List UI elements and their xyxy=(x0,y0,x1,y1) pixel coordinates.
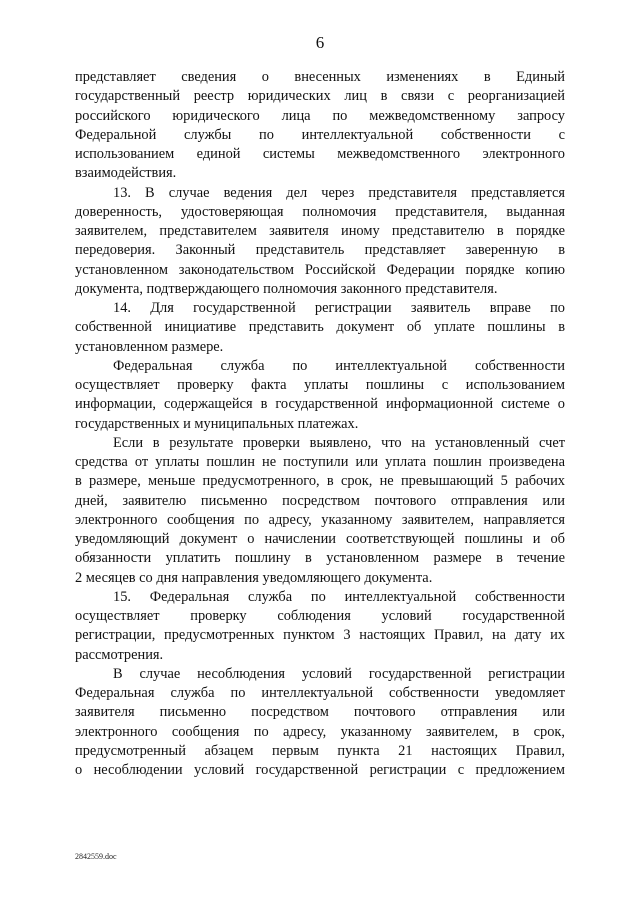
text-line: Если в результате проверки выявлено, что на установленный счет xyxy=(113,434,565,451)
text-line: передоверия. Законный представитель представляет заверенную в xyxy=(75,242,565,259)
text-line: в размере, меньше предусмотренного, в срок, не превышающий 5 рабочих xyxy=(75,473,565,490)
text-line: установленном размере. xyxy=(75,338,224,355)
text-line: обязанности уплатить пошлину в установленном размере в течение xyxy=(75,550,565,567)
text-line: Федеральная служба по интеллектуальной собственности уведомляет xyxy=(75,685,565,701)
text-line: уведомляющий документ о начислении соответствующей пошлины и об xyxy=(75,531,565,547)
text-line: рассмотрения. xyxy=(75,646,164,663)
text-line: Федеральной службы по интеллектуальной собственности с xyxy=(75,126,565,143)
page-number: 6 xyxy=(315,33,325,52)
text-line: взаимодействия. xyxy=(75,165,177,182)
text-line: установленном законодательством Российской Федерации порядке копию xyxy=(75,261,565,278)
text-line: использованием единой системы межведомственного электронного xyxy=(75,146,565,162)
text-line: электронного сообщения по адресу, указанному заявителем, в срок, xyxy=(75,723,565,740)
text-line: предусмотренный абзацем первым пункта 21 настоящих Правил, xyxy=(75,742,565,759)
text-line: осуществляет проверку соблюдения условий государственной xyxy=(75,608,565,624)
text-line: представляет сведения о внесенных изменениях в Единый xyxy=(75,69,565,85)
text-line: заявителем, представителем заявителя иному представителю в порядке xyxy=(75,223,565,239)
text-line: осуществляет проверку факта уплаты пошлины с использованием xyxy=(75,377,565,393)
text-line: регистрации, предусмотренных пунктом 3 настоящих Правил, на дату их xyxy=(75,627,565,644)
text-line: В случае несоблюдения условий государственной регистрации xyxy=(113,665,565,682)
text-line: документа, подтверждающего полномочия законного представителя. xyxy=(75,280,498,297)
text-line: информации, содержащейся в государственной информационной системе о xyxy=(75,396,565,413)
text-line: государственных и муниципальных платежах. xyxy=(75,415,359,432)
document-file-id: 2842559.doc xyxy=(75,852,117,861)
text-line: 15. Федеральная служба по интеллектуальной собственности xyxy=(113,588,565,605)
text-line: собственной инициативе представить документ об уплате пошлины в xyxy=(75,319,565,336)
text-line: 13. В случае ведения дел через представителя представляется xyxy=(113,184,565,201)
text-line: дней, заявителю письменно посредством почтового отправления или xyxy=(75,492,565,509)
text-line: электронного сообщения по адресу, указанному заявителем, направляется xyxy=(75,511,565,528)
text-line: 2 месяцев со дня направления уведомляющего документа. xyxy=(75,569,433,586)
text-line: государственный реестр юридических лиц в связи с реорганизацией xyxy=(75,88,565,105)
text-line: о несоблюдении условий государственной регистрации с предложением xyxy=(75,762,565,778)
text-line: Федеральная служба по интеллектуальной собственности xyxy=(113,357,565,374)
text-line: 14. Для государственной регистрации заявитель вправе по xyxy=(113,300,565,316)
text-line: средства от уплаты пошлин не поступили или уплата пошлин произведена xyxy=(75,454,565,470)
text-line: доверенность, удостоверяющая полномочия представителя, выданная xyxy=(75,203,565,220)
document-body xyxy=(75,68,565,780)
text-line: заявителя письменно посредством почтового отправления или xyxy=(75,704,565,721)
text-line: российского юридического лица по межведомственному запросу xyxy=(75,107,565,124)
